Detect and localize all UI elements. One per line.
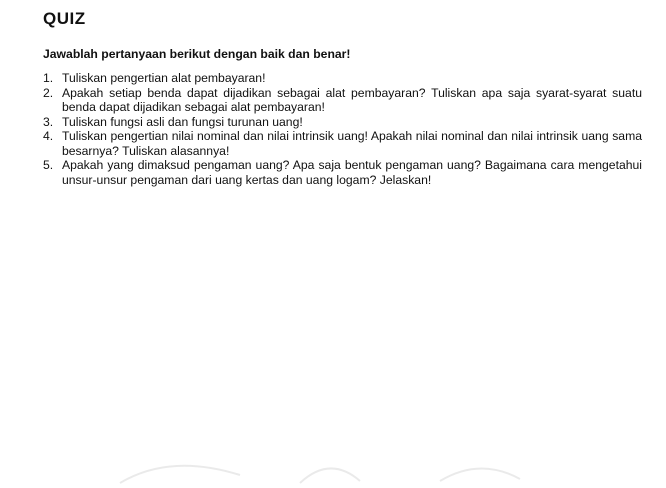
background-shape xyxy=(110,455,530,485)
question-number: 1. xyxy=(43,71,54,85)
question-item-3 xyxy=(43,115,642,130)
question-item-2 xyxy=(43,86,642,115)
question-number: 5. xyxy=(43,158,54,172)
quiz-title: QUIZ xyxy=(43,9,86,28)
question-item-5 xyxy=(43,158,642,187)
question-text: Apakah setiap benda dapat dijadikan sebagai alat pembayaran? Tuliskan apa saja syarat-syarat suatu benda dapat dijadikan sebagai alat pembayaran! xyxy=(62,85,642,114)
question-item-4 xyxy=(43,129,642,158)
faint-curve-middle xyxy=(300,468,360,483)
question-text: Tuliskan fungsi asli dan fungsi turunan uang! xyxy=(62,114,303,129)
quiz-instruction: Jawablah pertanyaan berikut dengan baik dan benar! xyxy=(43,47,351,61)
faint-curve-right xyxy=(440,468,520,481)
question-number: 2. xyxy=(43,85,54,100)
question-text: Tuliskan pengertian nilai nominal dan nilai intrinsik uang! Apakah nilai nominal dan nilai intrinsik uang sama besarnya? Tuliskan alasannya! xyxy=(62,129,642,158)
question-text: Tuliskan pengertian alat pembayaran! xyxy=(62,71,266,85)
question-number: 3. xyxy=(43,114,54,129)
question-text: Apakah yang dimaksud pengaman uang? Apa saja bentuk pengaman uang? Bagaimana cara mengetahui unsur-unsur pengaman dari uang kertas dan uang logam? Jelaskan! xyxy=(62,158,642,187)
faint-curve-left xyxy=(120,466,240,483)
question-number: 4. xyxy=(43,129,54,143)
question-item-1 xyxy=(43,71,642,86)
question-list xyxy=(43,71,642,187)
